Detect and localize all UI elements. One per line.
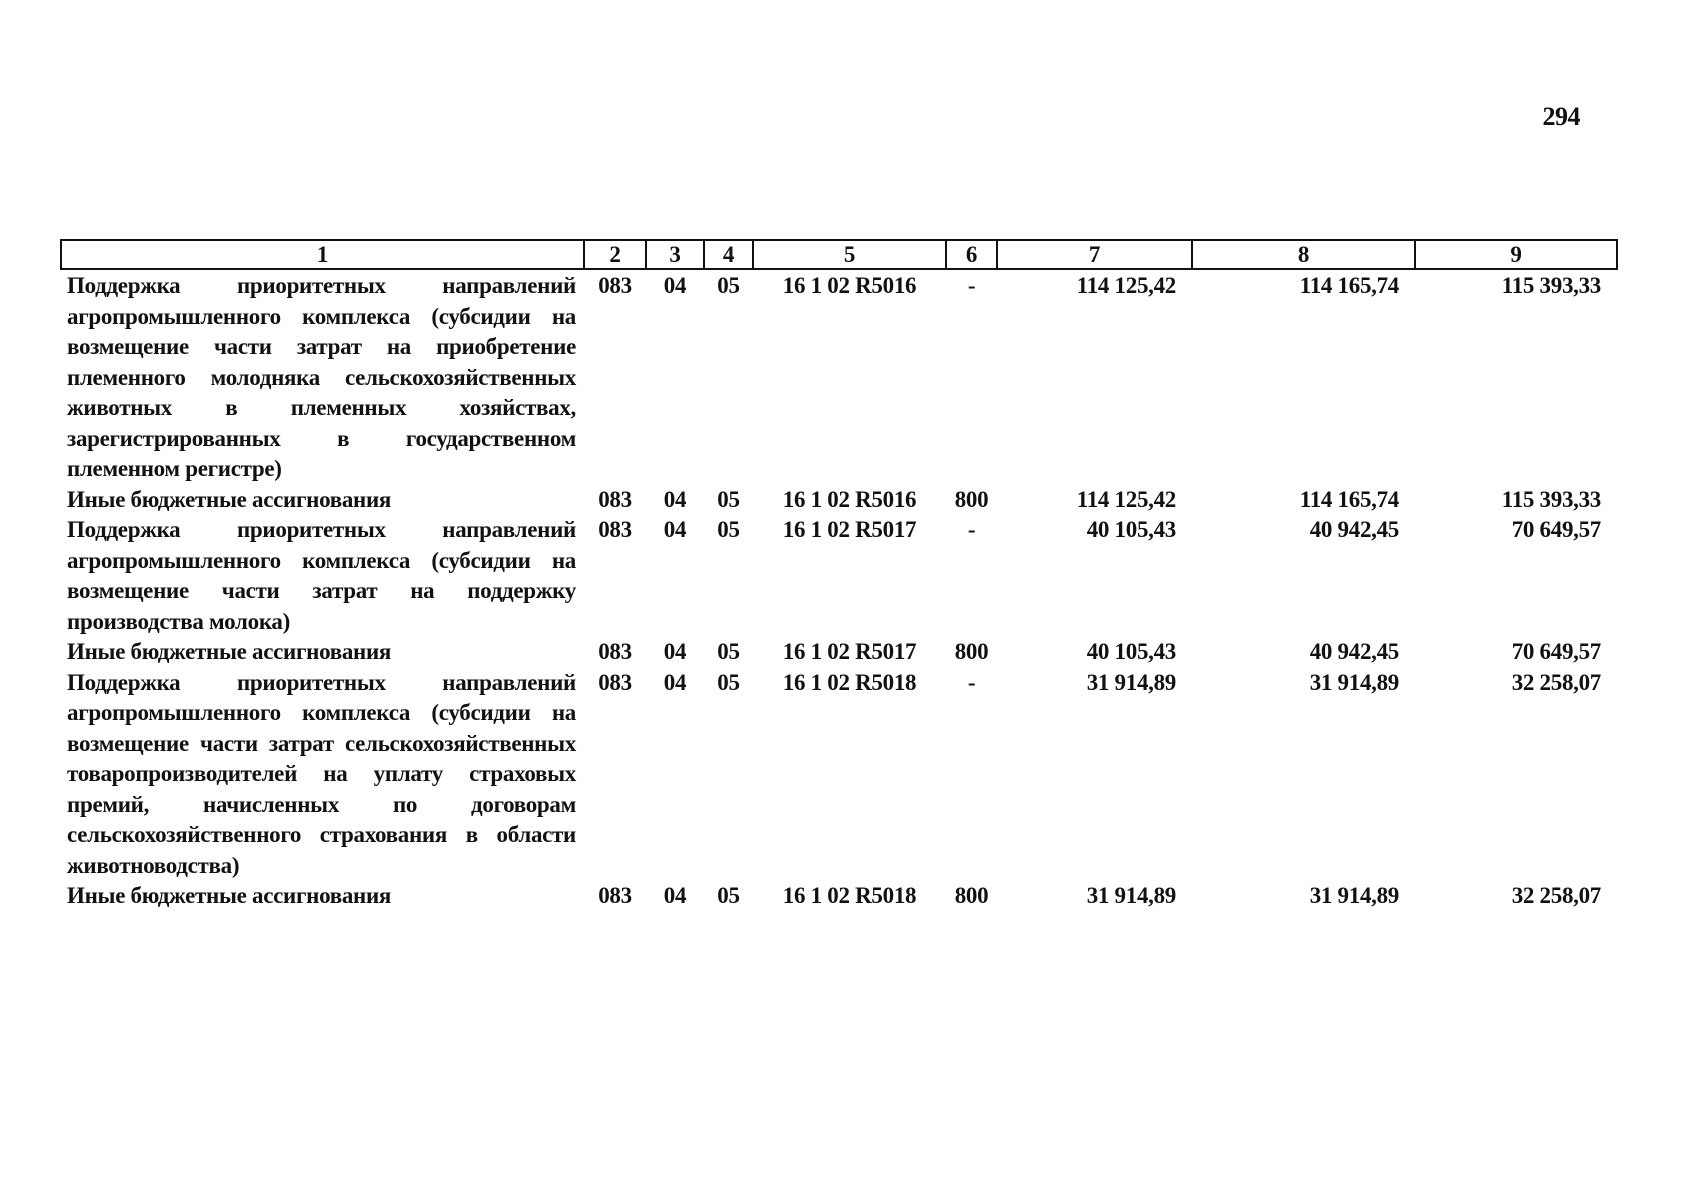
- row-expense-type: -: [967, 273, 976, 298]
- column-header: 3: [646, 240, 704, 269]
- row-ministry-code: 083: [598, 273, 632, 298]
- table-row: [61, 668, 1617, 882]
- row-section-code: 04: [663, 669, 687, 695]
- row-section-code: 04: [663, 517, 687, 542]
- row-subsection-code: 05: [717, 517, 740, 542]
- row-description: Иные бюджетные ассигнования: [67, 486, 392, 512]
- row-amount-col9: 70 649,57: [1511, 517, 1601, 542]
- row-ministry-code: 083: [598, 517, 632, 542]
- row-amount-col9: 32 258,07: [1511, 883, 1601, 908]
- row-ministry-code: 083: [598, 486, 632, 512]
- row-section-code: 04: [663, 639, 687, 664]
- table-row: [61, 515, 1617, 637]
- budget-table: [60, 239, 1618, 912]
- row-description: Иные бюджетные ассигнования: [67, 639, 392, 664]
- row-target-code: 16 1 02 R5017: [782, 639, 917, 664]
- row-subsection-code: 05: [717, 273, 740, 298]
- row-target-code: 16 1 02 R5016: [782, 273, 917, 298]
- row-subsection-code: 05: [717, 669, 740, 695]
- row-expense-type: -: [967, 669, 976, 695]
- row-amount-col9: 32 258,07: [1511, 669, 1601, 695]
- row-ministry-code: 083: [598, 639, 632, 664]
- table-row: [61, 881, 1617, 912]
- page-number: 294: [1542, 102, 1580, 131]
- row-amount-col7: 114 125,42: [1076, 273, 1176, 298]
- row-target-code: 16 1 02 R5018: [782, 883, 917, 908]
- row-description: Поддержка приоритетных направлений агропромышленного комплекса (субсидии на возмещение части затрат сельскохозяйственных товаропроизводителей на уплату страховых премий, начисленных по договорам сельскохозяйственного страхования в области животноводства): [67, 669, 576, 878]
- row-description: Иные бюджетные ассигнования: [67, 883, 392, 908]
- table-row: [61, 485, 1617, 516]
- row-expense-type: -: [967, 517, 976, 542]
- row-target-code: 16 1 02 R5016: [782, 486, 917, 512]
- row-amount-col8: 40 942,45: [1309, 639, 1399, 664]
- column-header: 6: [946, 240, 997, 269]
- column-header: 8: [1192, 240, 1415, 269]
- row-amount-col7: 40 105,43: [1086, 517, 1176, 542]
- row-amount-col9: 115 393,33: [1501, 486, 1601, 512]
- row-target-code: 16 1 02 R5018: [782, 669, 917, 695]
- row-amount-col9: 115 393,33: [1501, 273, 1601, 298]
- table-header-row: [61, 240, 1617, 269]
- table-row: [61, 637, 1617, 668]
- column-header: 2: [584, 240, 646, 269]
- column-header: 4: [704, 240, 753, 269]
- row-subsection-code: 05: [717, 486, 740, 512]
- row-amount-col7: 31 914,89: [1086, 883, 1176, 908]
- row-ministry-code: 083: [598, 669, 632, 695]
- row-subsection-code: 05: [717, 639, 740, 664]
- row-amount-col8: 114 165,74: [1299, 486, 1399, 512]
- column-header: 1: [61, 240, 584, 269]
- row-expense-type: 800: [954, 486, 989, 512]
- row-amount-col7: 40 105,43: [1086, 639, 1176, 664]
- row-amount-col7: 114 125,42: [1076, 486, 1176, 512]
- row-subsection-code: 05: [717, 883, 740, 908]
- column-header: 9: [1415, 240, 1617, 269]
- row-target-code: 16 1 02 R5017: [782, 517, 917, 542]
- row-expense-type: 800: [954, 883, 989, 908]
- column-header: 7: [997, 240, 1192, 269]
- row-amount-col7: 31 914,89: [1086, 669, 1176, 695]
- row-amount-col9: 70 649,57: [1511, 639, 1601, 664]
- row-description: Поддержка приоритетных направлений агропромышленного комплекса (субсидии на возмещение части затрат на приобретение племенного молодняка сельскохозяйственных животных в племенных хозяйствах, зарегистрированных в государственном племенном регистре): [67, 273, 576, 481]
- row-expense-type: 800: [954, 639, 989, 664]
- row-section-code: 04: [663, 273, 687, 298]
- row-ministry-code: 083: [598, 883, 632, 908]
- row-amount-col8: 31 914,89: [1309, 669, 1399, 695]
- row-amount-col8: 114 165,74: [1299, 273, 1399, 298]
- row-amount-col8: 31 914,89: [1309, 883, 1399, 908]
- row-section-code: 04: [663, 883, 687, 908]
- table-row: [61, 269, 1617, 485]
- column-header: 5: [753, 240, 946, 269]
- row-section-code: 04: [663, 486, 687, 512]
- row-amount-col8: 40 942,45: [1309, 517, 1399, 542]
- row-description: Поддержка приоритетных направлений агропромышленного комплекса (субсидии на возмещение части затрат на поддержку производства молока): [67, 517, 576, 634]
